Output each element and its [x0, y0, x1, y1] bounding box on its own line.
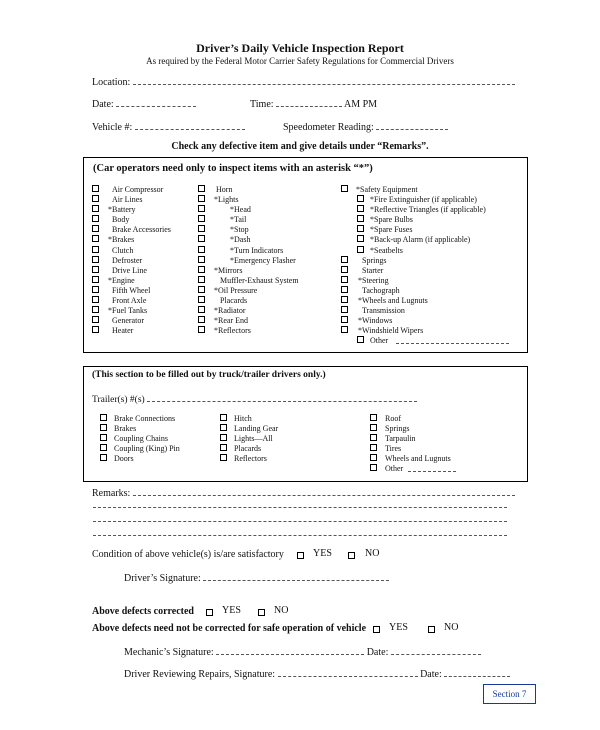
car-col-2 — [198, 185, 299, 336]
checkbox[interactable] — [341, 316, 348, 323]
list-item[interactable]: Air Compressor — [92, 185, 105, 195]
list-item[interactable]: Tachograph — [341, 286, 370, 296]
list-item[interactable]: *Back-up Alarm (if applicable) — [341, 235, 370, 245]
list-item[interactable]: Doors — [100, 454, 113, 464]
checkbox[interactable] — [92, 296, 99, 303]
not-corrected-no-label: NO — [444, 622, 459, 633]
vehicle-label: Vehicle #: — [92, 122, 133, 133]
corrected-yes-label: YES — [222, 605, 241, 616]
corrected-no-checkbox[interactable] — [258, 609, 265, 616]
checkbox[interactable] — [92, 235, 99, 242]
checkbox[interactable] — [198, 235, 205, 242]
driver-signature-row — [124, 571, 389, 584]
time-row — [250, 97, 377, 110]
checkbox[interactable] — [341, 276, 348, 283]
list-item[interactable]: *Fuel Tanks — [92, 306, 105, 316]
checkbox[interactable] — [100, 454, 107, 461]
checkbox[interactable] — [198, 205, 205, 212]
list-item[interactable]: Brake Accessories — [92, 225, 105, 235]
checkbox[interactable] — [341, 306, 348, 313]
defects-not-corrected-label: Above defects need not be corrected for safe operation of vehicle — [92, 623, 367, 634]
checkbox[interactable] — [357, 225, 364, 232]
checkbox[interactable] — [92, 185, 99, 192]
other-field[interactable] — [396, 336, 509, 344]
condition-label: Condition of above vehicle(s) is/are satisfactory — [92, 549, 284, 560]
checkbox[interactable] — [341, 286, 348, 293]
not-corrected-no-checkbox[interactable] — [428, 626, 435, 633]
list-item[interactable]: *Reflectors — [198, 326, 211, 336]
checkbox[interactable] — [198, 225, 205, 232]
trailer-col-1 — [100, 414, 180, 464]
checkbox[interactable] — [341, 256, 348, 263]
checkbox[interactable] — [92, 205, 99, 212]
reviewing-signature-label: Driver Reviewing Repairs, Signature: — [124, 669, 276, 680]
list-item[interactable]: *Battery — [92, 205, 105, 215]
list-item[interactable]: Placards — [220, 444, 233, 454]
reviewing-signature-field[interactable] — [278, 667, 418, 677]
checkbox[interactable] — [341, 326, 348, 333]
list-item[interactable]: *Stop — [198, 225, 211, 235]
list-item[interactable]: Tarpaulin — [370, 434, 383, 444]
list-item[interactable]: Brake Connections — [100, 414, 113, 424]
list-item[interactable]: Springs — [341, 256, 370, 266]
checkbox[interactable] — [357, 205, 364, 212]
list-item[interactable]: *Windshield Wipers — [341, 326, 370, 336]
list-item[interactable]: Muffler-Exhaust System — [198, 276, 211, 286]
remarks-line-3[interactable] — [93, 512, 507, 522]
date-row — [92, 97, 196, 110]
condition-yes-label: YES — [313, 548, 332, 559]
checkbox[interactable] — [357, 235, 364, 242]
checkbox[interactable] — [370, 414, 377, 421]
vehicle-row — [92, 120, 245, 133]
list-item[interactable]: *Wheels and Lugnuts — [341, 296, 370, 306]
checkbox[interactable] — [341, 296, 348, 303]
list-item[interactable]: *Lights — [198, 195, 211, 205]
condition-no-checkbox[interactable] — [348, 552, 355, 559]
list-item[interactable]: Air Lines — [92, 195, 105, 205]
date-label: Date: — [92, 99, 114, 110]
list-item[interactable]: *Safety Equipment — [341, 185, 370, 195]
checkbox[interactable] — [220, 424, 227, 431]
section-badge: Section 7 — [483, 684, 536, 704]
checkbox[interactable] — [198, 246, 205, 253]
checkbox[interactable] — [92, 316, 99, 323]
list-item[interactable]: Roof — [370, 414, 383, 424]
mechanic-date-field[interactable] — [391, 645, 481, 655]
list-item[interactable]: Transmission — [341, 306, 370, 316]
checkbox[interactable] — [100, 444, 107, 451]
list-item[interactable]: *Rear End — [198, 316, 211, 326]
list-item[interactable]: Placards — [198, 296, 211, 306]
location-field[interactable] — [133, 75, 515, 85]
mechanic-signature-label: Mechanic’s Signature: — [124, 647, 214, 658]
list-item[interactable]: Brakes — [100, 424, 113, 434]
checkbox[interactable] — [198, 195, 205, 202]
remarks-line-2[interactable] — [93, 498, 507, 508]
car-section-heading: (Car operators need only to inspect items with an asterisk “*”) — [93, 163, 373, 174]
checkbox[interactable] — [198, 326, 205, 333]
list-item[interactable]: Coupling Chains — [100, 434, 113, 444]
list-item[interactable]: *Seatbelts — [341, 246, 370, 256]
list-item[interactable]: Reflectors — [220, 454, 233, 464]
driver-signature-field[interactable] — [203, 571, 389, 581]
list-item[interactable]: *Spare Fuses — [341, 225, 370, 235]
page-title: Driver’s Daily Vehicle Inspection Report — [196, 41, 404, 55]
checkbox[interactable] — [92, 306, 99, 313]
reviewing-date-label: Date: — [420, 669, 442, 680]
speedometer-row — [283, 120, 448, 133]
list-item[interactable]: Springs — [370, 424, 383, 434]
reviewing-signature-row — [124, 667, 510, 680]
list-item[interactable]: Wheels and Lugnuts — [370, 454, 383, 464]
speedometer-field[interactable] — [376, 120, 448, 130]
checkbox[interactable] — [198, 316, 205, 323]
checkbox[interactable] — [198, 296, 205, 303]
trailers-label: Trailer(s) #(s) — [92, 395, 145, 405]
speedometer-label: Speedometer Reading: — [283, 122, 374, 133]
checkbox[interactable] — [357, 195, 364, 202]
list-item[interactable]: *Radiator — [198, 306, 211, 316]
list-item[interactable]: Clutch — [92, 246, 105, 256]
corrected-no-label: NO — [274, 605, 289, 616]
list-item[interactable]: Generator — [92, 316, 105, 326]
checkbox[interactable] — [341, 185, 348, 192]
checkbox[interactable] — [220, 434, 227, 441]
checkbox[interactable] — [198, 286, 205, 293]
list-item[interactable]: *Oil Pressure — [198, 286, 211, 296]
list-item[interactable]: Other — [341, 336, 370, 346]
list-item[interactable]: Hitch — [220, 414, 233, 424]
am-pm-text: AM PM — [343, 99, 378, 110]
page-subtitle: As required by the Federal Motor Carrier Safety Regulations for Commercial Drivers — [146, 56, 454, 66]
checkbox[interactable] — [92, 326, 99, 333]
mechanic-signature-row — [124, 645, 481, 658]
list-item[interactable]: Tires — [370, 444, 383, 454]
checkbox[interactable] — [92, 195, 99, 202]
reviewing-date-field[interactable] — [444, 667, 510, 677]
time-field[interactable] — [276, 97, 342, 107]
checkbox[interactable] — [92, 276, 99, 283]
trailers-field[interactable] — [147, 392, 417, 402]
checkbox[interactable] — [92, 215, 99, 222]
trailer-col-2 — [220, 414, 279, 464]
list-item[interactable]: *Steering — [341, 276, 370, 286]
checkbox[interactable] — [220, 444, 227, 451]
list-item[interactable]: *Mirrors — [198, 266, 211, 276]
list-item[interactable]: *Windows — [341, 316, 370, 326]
checkbox[interactable] — [198, 266, 205, 273]
list-item[interactable]: *Engine — [92, 276, 105, 286]
checkbox[interactable] — [198, 276, 205, 283]
checkbox[interactable] — [357, 215, 364, 222]
condition-yes-checkbox[interactable] — [297, 552, 304, 559]
checkbox[interactable] — [198, 185, 205, 192]
date-field[interactable] — [116, 97, 196, 107]
checkbox[interactable] — [220, 414, 227, 421]
list-item[interactable]: Defroster — [92, 256, 105, 266]
checkbox[interactable] — [92, 286, 99, 293]
list-item[interactable]: Horn — [198, 185, 211, 195]
not-corrected-yes-label: YES — [389, 622, 408, 633]
list-item[interactable]: Landing Gear — [220, 424, 233, 434]
remarks-line-4[interactable] — [93, 526, 507, 536]
list-item[interactable]: *Spare Bulbs — [341, 215, 370, 225]
checkbox[interactable] — [100, 424, 107, 431]
list-item[interactable]: *Brakes — [92, 235, 105, 245]
list-item[interactable]: Body — [92, 215, 105, 225]
checkbox[interactable] — [198, 215, 205, 222]
list-item[interactable]: Other — [370, 464, 383, 474]
list-item[interactable]: *Reflective Triangles (if applicable) — [341, 205, 370, 215]
defects-corrected-label: Above defects corrected — [92, 606, 194, 617]
checkbox[interactable] — [370, 434, 377, 441]
car-col-3 — [341, 185, 486, 347]
list-item[interactable]: *Emergency Flasher — [198, 256, 211, 266]
checkbox[interactable] — [198, 306, 205, 313]
condition-no-label: NO — [365, 548, 380, 559]
list-item[interactable]: *Tail — [198, 215, 211, 225]
trailer-col-3 — [370, 414, 451, 475]
checkbox[interactable] — [357, 246, 364, 253]
checkbox[interactable] — [370, 424, 377, 431]
list-item[interactable]: *Dash — [198, 235, 211, 245]
corrected-yes-checkbox[interactable] — [206, 609, 213, 616]
location-label: Location: — [92, 77, 131, 88]
instruction-text: Check any defective item and give details under “Remarks”. — [171, 141, 429, 152]
list-item[interactable]: Lights—All — [220, 434, 233, 444]
mechanic-signature-field[interactable] — [216, 645, 364, 655]
list-item[interactable]: *Turn Indicators — [198, 246, 211, 256]
checkbox[interactable] — [92, 225, 99, 232]
list-item[interactable]: Starter — [341, 266, 370, 276]
list-item[interactable]: Drive Line — [92, 266, 105, 276]
checkbox[interactable] — [357, 336, 364, 343]
not-corrected-yes-checkbox[interactable] — [373, 626, 380, 633]
remarks-label: Remarks: — [92, 488, 131, 499]
checkbox[interactable] — [341, 266, 348, 273]
vehicle-field[interactable] — [135, 120, 245, 130]
checkbox[interactable] — [370, 464, 377, 471]
checkbox[interactable] — [220, 454, 227, 461]
time-label: Time: — [250, 99, 274, 110]
trailer-other-field[interactable] — [408, 464, 456, 472]
driver-signature-label: Driver’s Signature: — [124, 573, 201, 584]
checkbox[interactable] — [198, 256, 205, 263]
checkbox[interactable] — [100, 434, 107, 441]
checkbox[interactable] — [92, 256, 99, 263]
list-item[interactable]: Coupling (King) Pin — [100, 444, 113, 454]
list-item[interactable]: *Fire Extinguisher (if applicable) — [341, 195, 370, 205]
car-col-1 — [92, 185, 171, 336]
checkbox[interactable] — [370, 454, 377, 461]
list-item[interactable]: Heater — [92, 326, 105, 336]
trailer-section-heading: (This section to be filled out by truck/trailer drivers only.) — [92, 370, 326, 380]
checkbox[interactable] — [92, 266, 99, 273]
list-item[interactable]: *Head — [198, 205, 211, 215]
location-row — [92, 75, 515, 88]
checkbox[interactable] — [92, 246, 99, 253]
remarks-field[interactable] — [133, 486, 515, 496]
trailers-row — [92, 392, 417, 405]
checkbox[interactable] — [100, 414, 107, 421]
list-item[interactable]: Fifth Wheel — [92, 286, 105, 296]
list-item[interactable]: Front Axle — [92, 296, 105, 306]
checkbox[interactable] — [370, 444, 377, 451]
mechanic-date-label: Date: — [366, 647, 389, 658]
